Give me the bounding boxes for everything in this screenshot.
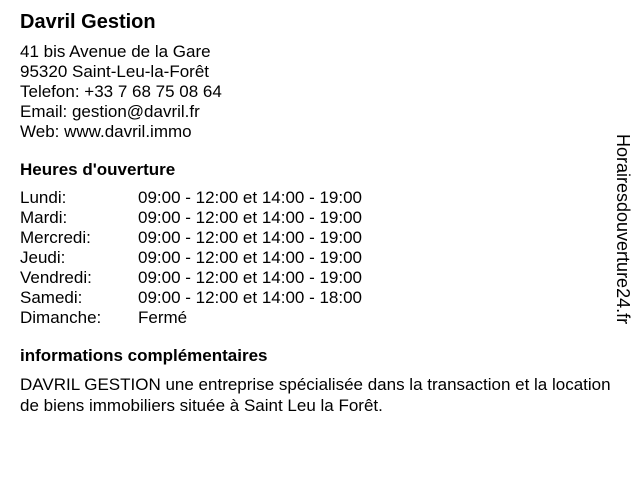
hours-row-thursday — [20, 248, 620, 268]
day-label: Dimanche: — [20, 308, 102, 327]
hours-table — [20, 188, 620, 328]
address-line-1: 41 bis Avenue de la Gare — [20, 42, 211, 61]
email-line: Email: gestion@davril.fr — [20, 102, 200, 121]
day-hours: 09:00 - 12:00 et 14:00 - 19:00 — [138, 268, 363, 287]
hours-row-saturday — [20, 288, 620, 308]
day-label: Mardi: — [20, 208, 68, 227]
hours-row-friday — [20, 268, 620, 288]
day-label: Vendredi: — [20, 268, 92, 287]
hours-row-monday — [20, 188, 620, 208]
business-name: Davril Gestion — [20, 11, 156, 33]
day-hours: 09:00 - 12:00 et 14:00 - 19:00 — [138, 188, 363, 207]
site-watermark — [613, 134, 633, 346]
hours-heading: Heures d'ouverture — [20, 160, 176, 179]
phone-line: Telefon: +33 7 68 75 08 64 — [20, 82, 222, 101]
day-label: Lundi: — [20, 188, 67, 207]
day-hours: 09:00 - 12:00 et 14:00 - 18:00 — [138, 288, 363, 307]
hours-row-sunday — [20, 308, 620, 328]
hours-row-tuesday — [20, 208, 620, 228]
day-label: Jeudi: — [20, 248, 66, 267]
day-hours: Fermé — [138, 308, 188, 327]
day-label: Samedi: — [20, 288, 83, 307]
hours-row-wednesday — [20, 228, 620, 248]
day-hours: 09:00 - 12:00 et 14:00 - 19:00 — [138, 228, 363, 247]
business-card — [20, 10, 620, 416]
address-line-2: 95320 Saint-Leu-la-Forêt — [20, 62, 210, 81]
day-hours: 09:00 - 12:00 et 14:00 - 19:00 — [138, 208, 363, 227]
web-line: Web: www.davril.immo — [20, 122, 192, 141]
info-description: DAVRIL GESTION une entreprise spécialisée dans la transaction et la location de biens immobiliers située à Saint Leu la Forêt. — [20, 375, 611, 415]
watermark-text: Horairesdouverture24.fr — [613, 134, 633, 325]
day-label: Mercredi: — [20, 228, 91, 247]
info-heading: informations complémentaires — [20, 346, 268, 365]
day-hours: 09:00 - 12:00 et 14:00 - 19:00 — [138, 248, 363, 267]
